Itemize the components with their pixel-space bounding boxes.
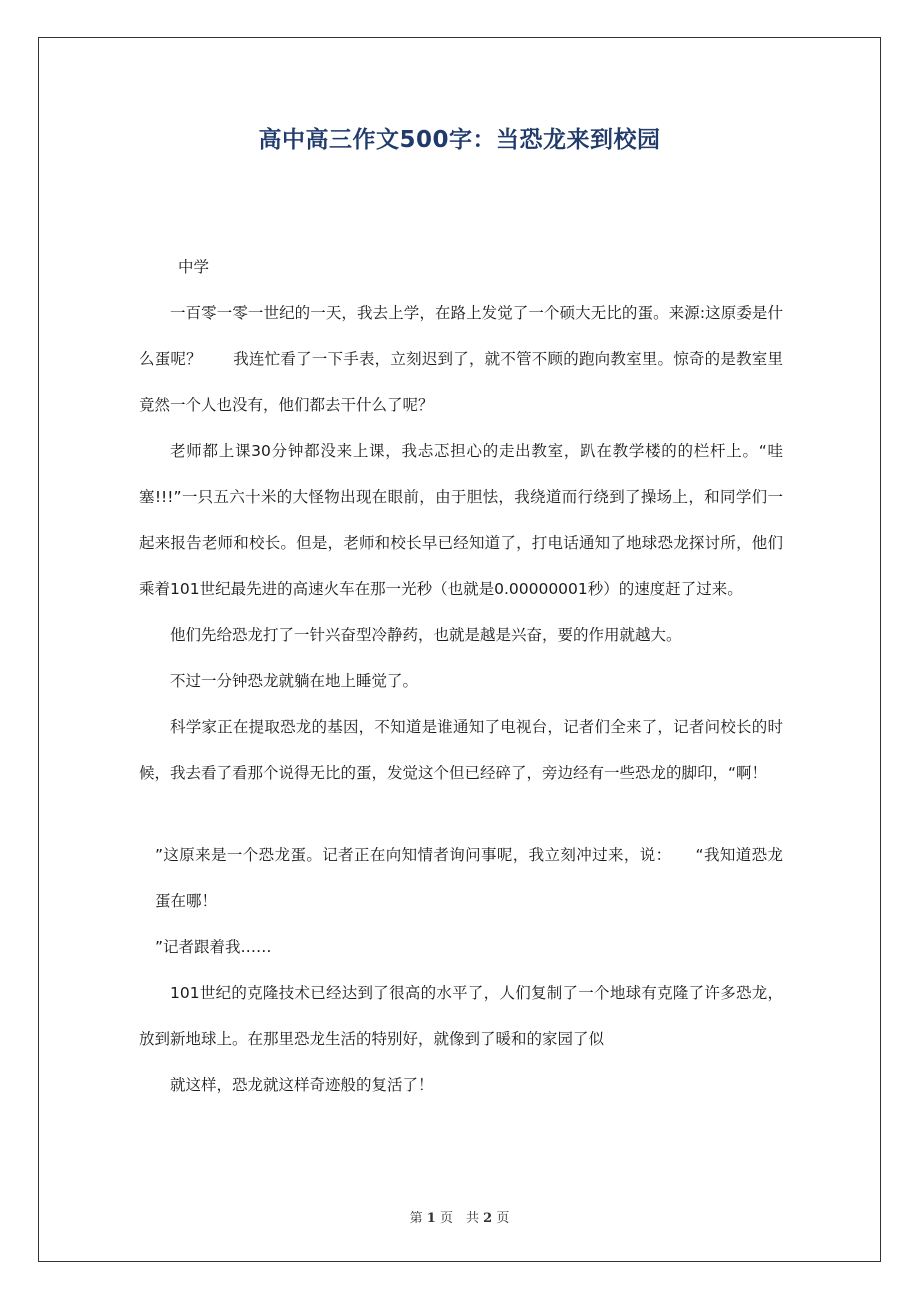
paragraph-gap bbox=[139, 796, 783, 832]
paragraph-3: 他们先给恐龙打了一针兴奋型冷静药，也就是越是兴奋，要的作用就越大。 bbox=[170, 626, 682, 644]
subject-label: 中学 bbox=[178, 258, 210, 276]
paragraph-1: 一百零一零一世纪的一天，我去上学，在路上发觉了一个硕大无比的蛋。来源:这原委是什么蛋呢？ 我连忙看了一下手表，立刻迟到了，就不管不顾的跑向教室里。惊奇的是教室里竟然一个人也没有，他们都去干什么了呢？ bbox=[139, 304, 783, 414]
footer-page-total: 2 bbox=[483, 1211, 493, 1226]
paragraph-7: ”记者跟着我…… bbox=[155, 938, 272, 956]
footer-prefix: 第 bbox=[409, 1211, 423, 1226]
page-footer bbox=[38, 1207, 881, 1226]
paragraph-5: 科学家正在提取恐龙的基因，不知道是谁通知了电视台，记者们全来了，记者问校长的时候，我去看了看那个说得无比的蛋，发觉这个但已经碎了，旁边经有一些恐龙的脚印，“啊！ bbox=[139, 718, 783, 782]
paragraph-8: 101世纪的克隆技术已经达到了很高的水平了，人们复制了一个地球有克隆了许多恐龙，放到新地球上。在那里恐龙生活的特别好，就像到了暖和的家园了似 bbox=[139, 984, 783, 1048]
document-title: 高中高三作文500字：当恐龙来到校园 bbox=[258, 127, 661, 153]
paragraph-2: 老师都上课30分钟都没来上课，我忐忑担心的走出教室，趴在教学楼的的栏杆上。“哇塞!!!”一只五六十米的大怪物出现在眼前，由于胆怯，我绕道而行绕到了操场上，和同学们一起来报告老师和校长。但是，老师和校长早已经知道了，打电话通知了地球恐龙探讨所，他们乘着101世纪最先进的高速火车在那一光秒（也就是0.00000001秒）的速度赶了过来。 bbox=[139, 442, 783, 598]
paragraph-6: ”这原来是一个恐龙蛋。记者正在向知情者询问事呢，我立刻冲过来，说： “我知道恐龙蛋在哪！ bbox=[155, 846, 783, 910]
paragraph-9: 就这样，恐龙就这样奇迹般的复活了！ bbox=[170, 1076, 434, 1094]
footer-page-current: 1 bbox=[426, 1211, 436, 1226]
document-body bbox=[139, 244, 783, 1108]
footer-suffix: 页 bbox=[496, 1211, 510, 1226]
paragraph-4: 不过一分钟恐龙就躺在地上睡觉了。 bbox=[170, 672, 419, 690]
footer-mid: 页 共 bbox=[439, 1211, 479, 1226]
